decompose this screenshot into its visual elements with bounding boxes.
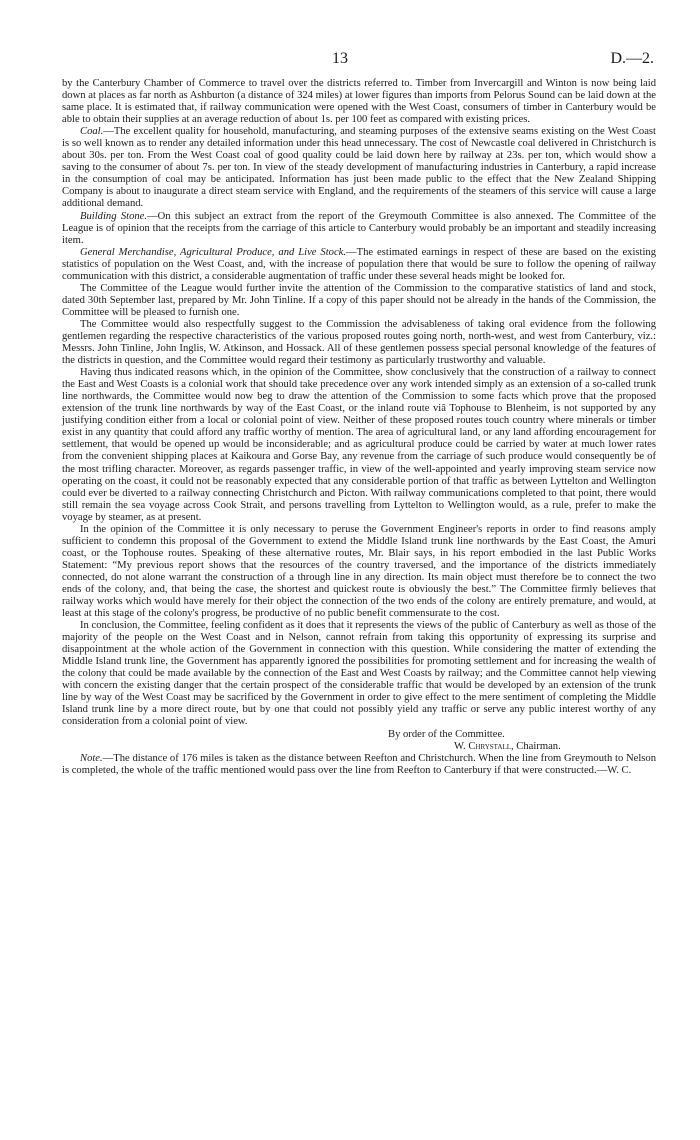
paragraph-text: by the Canterbury Chamber of Commerce to travel over the districts referred to. Timber from Invercargill and Winton is now being laid down at places as far north as Ashburton (a distance of 324 miles) at lower figures than imports from Pelorus Sound can be laid down at the same place. It is estimated that, if railway communication were opened with the West Coast, consumers of timber in Canterbury would be able to obtain their supplies at an average reduction of about 1s. per 100 feet as compared with existing prices. (62, 78, 656, 126)
document-reference: D.—2. (610, 50, 654, 67)
paragraph-lead: Building Stone. (80, 210, 148, 222)
paragraph-text: Having thus indicated reasons which, in the opinion of the Committee, show conclusively that the construction of a railway to connect the East and West Coasts is a colonial work that should take precedence over any work intended simply as an extension of a so-called trunk line northwards, the Committee would now beg to draw the attention of the Commission to some facts which prove that the proposed extension of the trunk line northwards by way of the East Coast, or the inland route viâ Tophouse to Blenheim, is not supported by any justifying condition either from a local or colonial point of view. Neither of these proposed routes touch country where minerals or timber exist in any quantity that could afford any traffic worthy of mention. The area of agricultural land, or any land affording encouragement for settlement, that would be opened up would be inconsiderable; and as agricultural produce could be carried by water at much lower rates from the convenient shipping places at Kaikoura and Gorse Bay, any revenue from the carriage of such produce would consequently be of the most trifling character. Moreover, as regards passenger traffic, in view of the well-appointed and yearly improving steam service now operating on the coast, it could not be reasonably expected that any considerable portion of that traffic as between Lyttelton and Wellington could ever be diverted to a railway connecting Christchurch and Picton. With railway communications completed to that point, there would still remain the sea voyage across Cook Strait, and persons travelling from Lyttelton to Wellington would, as a rule, prefer to make the voyage by steamer, as at present. (62, 367, 656, 523)
paragraph-text: —The excellent quality for household, manufacturing, and steaming purposes of the extensive seams existing on the West Coast is so well known as to render any detailed information under this head unnecessary. The cost of Newcastle coal delivered in Christchurch is about 30s. per ton. From the West Coast coal of good quality could be laid down here by railway at 23s. per ton, which would show a saving to the consumer of about 7s. per ton. In view of the steady development of manufacturing industries in Canterbury, a rapid increase in the consumption of coal may be anticipated. Information has just been made public to the effect that the New Zealand Shipping Company is about to inaugurate a direct steam service with England, and the requirements of the steamers of this service will cause a large additional demand. (62, 126, 656, 210)
document-body (62, 78, 656, 777)
paragraph-text: In conclusion, the Committee, feeling confident as it does that it represents the views of the public of Canterbury as well as those of the majority of the people on the West Coast and in Nelson, cannot refrain from taking this opportunity of expressing its surprise and disappointment at the whole action of the Government in connection with this question. While considering the matter of extending the Middle Island trunk line, the Government has apparently ignored the possibilities for promoting settlement and for increasing the wealth of the colony that could be made available by the connection of the East and West Coasts by railway; and the Committee cannot help viewing with concern the existing danger that the certain prospect of the considerable traffic that would be developed by an extension of the trunk line by way of the West Coast may be sacrificed by the Government in order to give effect to the mere sentiment of completing the Middle Island trunk line by a more direct route, but by one that could not possibly yield any traffic or serve any public interest worthy of any consideration from a colonial point of view. (62, 620, 656, 728)
paragraph-oral-evidence (62, 319, 656, 367)
paragraph-lead: Coal. (80, 126, 104, 138)
signature-name: W. Chrystall (454, 740, 511, 752)
paragraph-text: The Committee would also respectfully suggest to the Commission the advisableness of taking oral evidence from the following gentlemen regarding the respective characteristics of the various proposed routes going north, north-west, and west from Canterbury, viz.: Messrs. John Tinline, John Inglis, W. Atkinson, and Hossack. All of these gentlemen possess special personal knowledge of the features of the districts in question, and the Committee would regard their testimony as particularly trustworthy and valuable. (62, 318, 656, 367)
signature-title: , Chairman. (511, 740, 561, 752)
note-lead: Note. (80, 752, 103, 764)
paragraph-text: —On this subject an extract from the report of the Greymouth Committee is also annexed. The Committee of the League is of opinion that the receipts from the carriage of this article to Canterbury would probably be an important and steadily increasing item. (62, 210, 657, 246)
paragraph-engineer-reports (62, 524, 656, 620)
note-paragraph (62, 753, 656, 777)
page-number: 13 (332, 50, 348, 67)
paragraph-lead: General Merchandise, Agricultural Produce, and Live Stock. (80, 246, 347, 258)
signature (62, 741, 656, 753)
paragraph-conclusion (62, 620, 656, 728)
paragraph-text: —The estimated earnings in respect of these are based on the existing statistics of population on the West Coast, and, with the increase of population there that would be sure to follow the opening of railway communication with this district, a considerable augmentation of traffic under these several heads might be looked for. (62, 246, 656, 282)
page-header (0, 50, 700, 70)
paragraph-statistics (62, 283, 656, 319)
paragraph-coal (62, 126, 656, 210)
paragraph-general-merchandise (62, 247, 656, 283)
signature-order: By order of the Committee. (388, 728, 505, 740)
paragraph-building-stone (62, 211, 656, 247)
paragraph-timber-continued (62, 78, 656, 126)
paragraph-text: In the opinion of the Committee it is only necessary to peruse the Government Engineer's reports in order to find reasons amply sufficient to condemn this proposal of the Government to extend the Middle Island trunk line northwards by the East Coast, the Amuri coast, or the Tophouse routes. Speaking of these alternative routes, Mr. Blair says, in his report embodied in the last Public Works Statement: “My previous report shows that the resources of the country traversed, and the importance of the districts immediately connected, do not alone warrant the construction of a through line in any direction. Its main object must therefore be to connect the two ends of the colony, and, that being the case, the shortest and quickest route is obviously the best.” The Committee firmly believes that railway works which would have merely for their object the connection of the two ends of the colony are entirely premature, and would, at least at this stage of the colony's progress, be productive of no public benefit commensurate to the cost. (62, 523, 656, 620)
paragraph-reasons (62, 367, 656, 524)
paragraph-text: The Committee of the League would further invite the attention of the Commission to the comparative statistics of land and stock, dated 30th September last, prepared by Mr. John Tinline. If a copy of this paper should not be already in the hands of the Commission, the Committee will be pleased to furnish one. (62, 282, 656, 318)
note-text: —The distance of 176 miles is taken as the distance between Reefton and Christchurch. When the line from Greymouth to Nelson is completed, the whole of the traffic mentioned would pass over the line from Reefton to Canterbury if that were constructed.—W. C. (62, 752, 656, 776)
